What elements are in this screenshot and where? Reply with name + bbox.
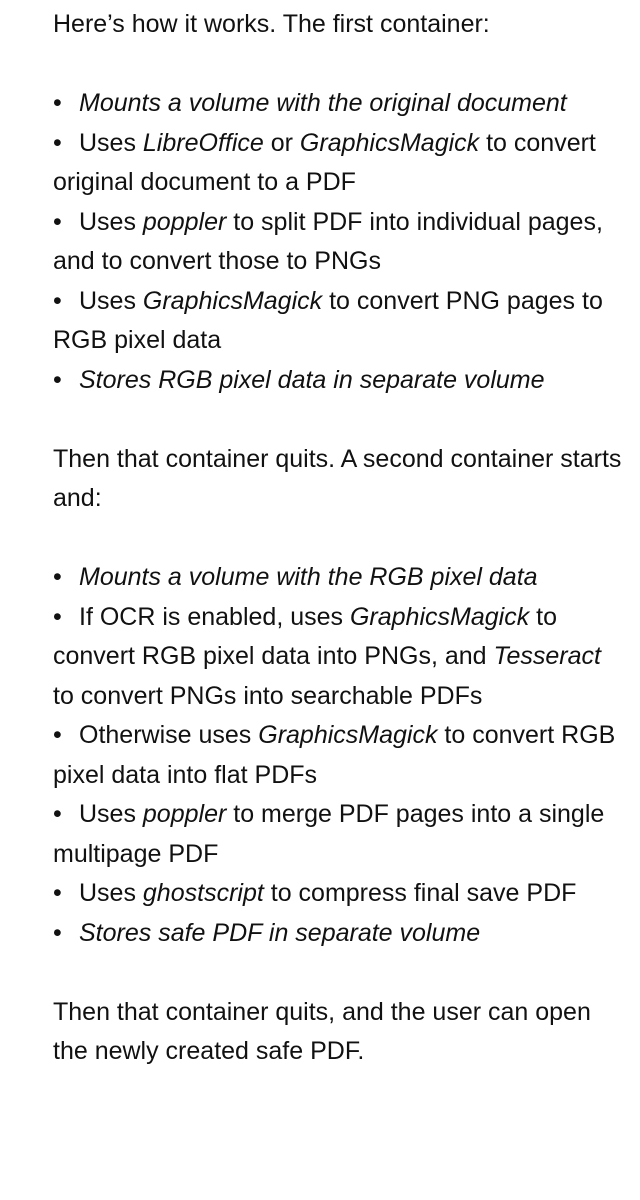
italic-term: Tesseract: [493, 642, 601, 670]
italic-term: GraphicsMagick: [258, 721, 438, 749]
bullet-item: [53, 282, 623, 361]
bullet-dot-icon: •: [53, 602, 62, 631]
bullet-item: [53, 795, 623, 874]
closing-paragraph: Then that container quits, and the user can open the newly created safe PDF.: [53, 997, 591, 1065]
bullet-item: [53, 84, 623, 124]
bullet-text: Uses: [79, 286, 143, 315]
paragraph-gap: [53, 519, 623, 559]
bullet-item: [53, 716, 623, 795]
bullet-text: Uses: [79, 879, 143, 907]
italic-term: GraphicsMagick: [299, 128, 480, 157]
bullet-text: Uses: [79, 207, 143, 236]
second-container-steps-list: [53, 558, 623, 953]
bullet-text: to convert original document to a PDF: [53, 128, 596, 196]
document-body: [53, 5, 623, 1072]
italic-term: LibreOffice: [142, 128, 264, 157]
bullet-dot-icon: •: [53, 721, 62, 749]
bullet-dot-icon: •: [53, 128, 62, 157]
bullet-dot-icon: •: [53, 918, 62, 947]
bullet-text: to convert RGB pixel data into flat PDFs: [53, 721, 616, 789]
bullet-item: [53, 914, 623, 954]
bullet-dot-icon: •: [53, 286, 62, 315]
bullet-text: to convert PNG pages to RGB pixel data: [53, 286, 603, 354]
paragraph-gap: [53, 953, 623, 993]
italic-term: ghostscript: [142, 879, 264, 907]
bullet-text: Otherwise uses: [79, 721, 259, 749]
bullet-item: [53, 361, 623, 401]
bullet-text: or: [263, 128, 300, 157]
bullet-text: to merge PDF pages into a single multipage PDF: [53, 800, 605, 868]
bullet-text: If OCR is enabled, uses: [79, 602, 350, 631]
paragraph-gap: [53, 45, 623, 85]
first-container-steps-list: [53, 84, 623, 400]
bullet-text: to compress final save PDF: [263, 879, 577, 907]
italic-term: poppler: [142, 800, 227, 828]
italic-term: Stores RGB pixel data in separate volume: [79, 365, 545, 394]
bullet-dot-icon: •: [53, 365, 62, 394]
bullet-dot-icon: •: [53, 563, 62, 591]
italic-term: Stores safe PDF in separate volume: [79, 918, 481, 947]
bullet-text: to convert RGB pixel data into PNGs, and: [53, 602, 557, 670]
italic-term: GraphicsMagick: [142, 286, 323, 315]
bullet-dot-icon: •: [53, 207, 62, 236]
bullet-item: [53, 124, 623, 203]
paragraph-gap: [53, 400, 623, 440]
bullet-text: Uses: [79, 800, 143, 828]
italic-term: Mounts a volume with the original document: [79, 89, 567, 117]
italic-term: poppler: [142, 207, 227, 236]
bullet-text: to convert PNGs into searchable PDFs: [53, 681, 483, 710]
bullet-text: Uses: [79, 128, 143, 157]
bullet-dot-icon: •: [53, 879, 62, 907]
bullet-item: [53, 874, 623, 914]
bullet-item: [53, 598, 623, 717]
bullet-item: [53, 203, 623, 282]
italic-term: Mounts a volume with the RGB pixel data: [79, 563, 538, 591]
intro-paragraph: Here’s how it works. The first container:: [53, 10, 490, 38]
bullet-dot-icon: •: [53, 89, 62, 117]
bullet-text: to split PDF into individual pages, and to convert those to PNGs: [53, 207, 603, 275]
bullet-dot-icon: •: [53, 800, 62, 828]
middle-paragraph: Then that container quits. A second container starts and:: [53, 444, 622, 512]
italic-term: GraphicsMagick: [349, 602, 530, 631]
bullet-item: [53, 558, 623, 598]
